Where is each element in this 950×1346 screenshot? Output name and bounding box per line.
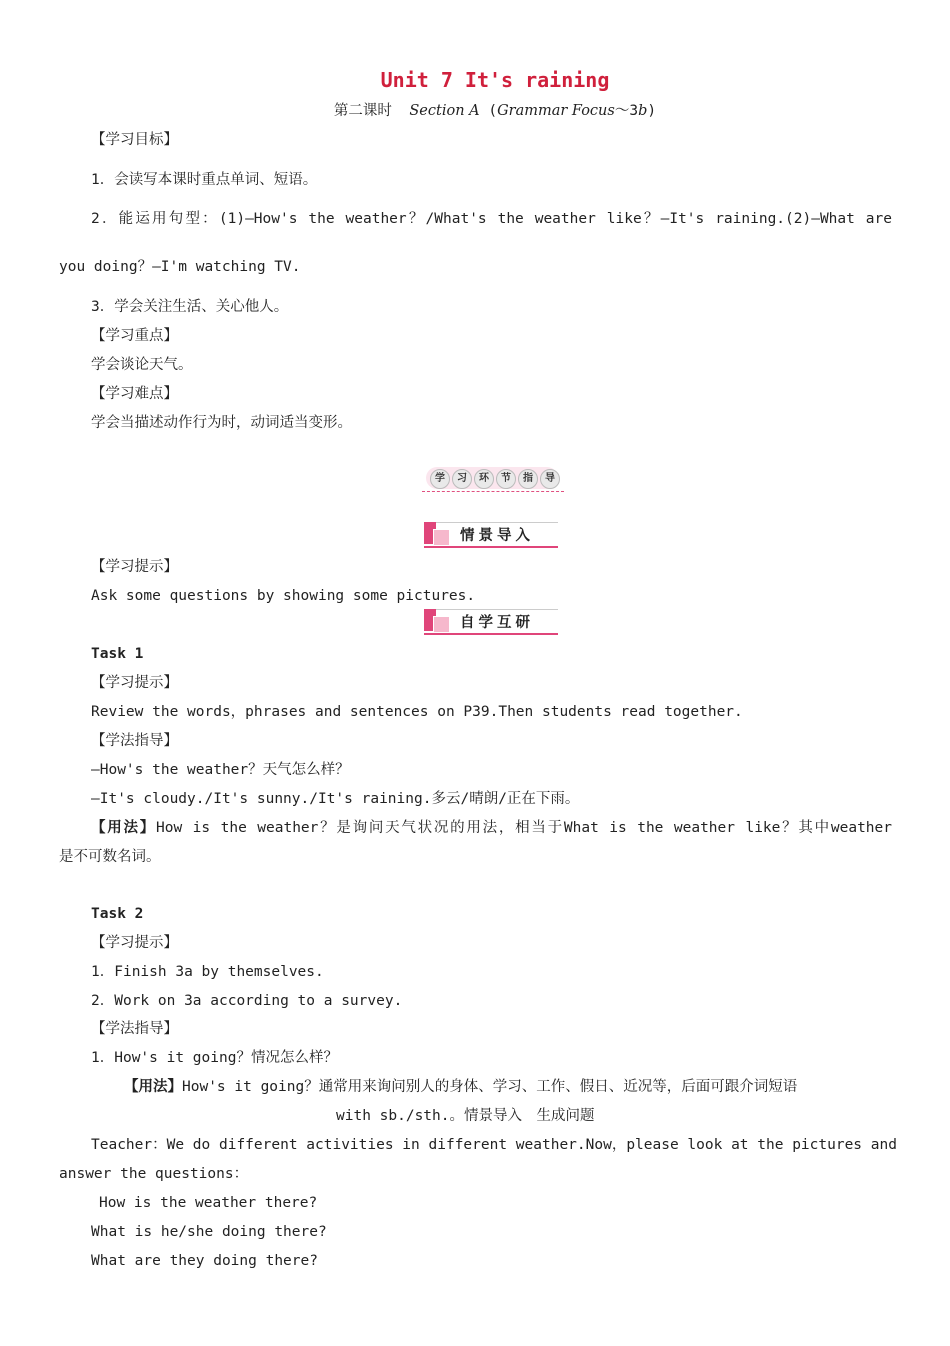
objectives-heading: 【学习目标】 bbox=[91, 132, 178, 148]
question-2: What is he/she doing there? bbox=[91, 1224, 327, 1240]
range-mid: ～3 bbox=[614, 103, 639, 119]
usage-text: How is the weather？是询问天气状况的用法，相当于What is the weather like？其中weather bbox=[156, 820, 892, 836]
banner-dashed-line bbox=[422, 491, 564, 492]
task-1-guide-heading: 【学法指导】 bbox=[91, 733, 178, 749]
teacher-line-2: answer the questions： bbox=[59, 1166, 249, 1182]
task-1-hint-heading: 【学习提示】 bbox=[91, 675, 178, 691]
usage-label: 【用法】 bbox=[124, 1079, 182, 1095]
task-2-title: Task 2 bbox=[91, 906, 144, 922]
usage-label: 【用法】 bbox=[91, 820, 156, 836]
question-3: What are they doing there? bbox=[91, 1253, 318, 1269]
section-header-intro bbox=[424, 522, 558, 548]
objective-item-1: 1．会读写本课时重点单词、短语。 bbox=[91, 172, 318, 188]
intro-hint-text: Ask some questions by showing some pictures. bbox=[91, 588, 476, 604]
question-1: How is the weather there? bbox=[99, 1195, 318, 1211]
task-1-guide-line-1: —How's the weather？天气怎么样？ bbox=[91, 762, 350, 778]
banner-char: 环 bbox=[474, 469, 494, 489]
banner-char: 导 bbox=[540, 469, 560, 489]
difficulties-text: 学会当描述动作行为时，动词适当变形。 bbox=[91, 415, 352, 431]
range-b: b bbox=[638, 103, 648, 119]
usage-text: How's it going？通常用来询问别人的身体、学习、工作、假日、近况等，后面可跟介词短语 bbox=[182, 1079, 798, 1095]
task-2-usage-line-1 bbox=[124, 1077, 797, 1097]
range-open: ( bbox=[488, 103, 498, 119]
task-1-usage-line-2: 是不可数名词。 bbox=[59, 849, 161, 865]
task-1-title: Task 1 bbox=[91, 646, 144, 662]
banner-char: 指 bbox=[518, 469, 538, 489]
task-1-guide-line-2: —It's cloudy./It's sunny./It's raining.多云/晴朗/正在下雨。 bbox=[91, 791, 580, 807]
task-2-guide-1: 1．How's it going？情况怎么样？ bbox=[91, 1050, 338, 1066]
range-close: ) bbox=[647, 103, 657, 119]
section-title: 情景导入 bbox=[460, 528, 534, 544]
task-2-hint-heading: 【学习提示】 bbox=[91, 935, 178, 951]
header-square-light bbox=[433, 529, 450, 546]
section-name: Section A bbox=[409, 103, 480, 119]
section-title: 自学互研 bbox=[460, 615, 534, 631]
header-top-rule bbox=[424, 609, 558, 610]
task-2-hint-2: 2．Work on 3a according to a survey. bbox=[91, 993, 403, 1009]
objective-item-2-line-1: 2．能运用句型：(1)—How's the weather？/What's the weather like？—It's raining.(2)—What are bbox=[91, 211, 892, 227]
task-1-usage-line-1 bbox=[91, 818, 892, 838]
header-top-rule bbox=[424, 522, 558, 523]
banner-char: 习 bbox=[452, 469, 472, 489]
task-2-usage-line-2: with sb./sth.。情景导入 生成问题 bbox=[336, 1108, 595, 1124]
difficulties-heading: 【学习难点】 bbox=[91, 386, 178, 402]
task-2-hint-1: 1．Finish 3a by themselves. bbox=[91, 964, 324, 980]
banner-char: 节 bbox=[496, 469, 516, 489]
header-square-light bbox=[433, 616, 450, 633]
key-points-text: 学会谈论天气。 bbox=[91, 357, 193, 373]
learning-guide-banner bbox=[422, 465, 564, 495]
key-points-heading: 【学习重点】 bbox=[91, 328, 178, 344]
task-1-hint-text: Review the words，phrases and sentences on P39.Then students read together. bbox=[91, 704, 743, 720]
objective-item-3: 3．学会关注生活、关心他人。 bbox=[91, 299, 289, 315]
lesson-subtitle bbox=[0, 101, 950, 121]
page-title: Unit 7 It's raining bbox=[380, 68, 610, 92]
header-underline bbox=[424, 546, 558, 548]
section-header-self-study bbox=[424, 609, 558, 635]
range-text: Grammar Focus bbox=[497, 103, 615, 119]
banner-char: 学 bbox=[430, 469, 450, 489]
teacher-line-1: Teacher：We do different activities in different weather.Now，please look at the pictures and bbox=[91, 1137, 897, 1153]
intro-hint-heading: 【学习提示】 bbox=[91, 559, 178, 575]
lesson-number: 第二课时 bbox=[333, 103, 392, 119]
task-2-guide-heading: 【学法指导】 bbox=[91, 1021, 178, 1037]
header-underline bbox=[424, 633, 558, 635]
objective-item-2-line-2: you doing？—I'm watching TV. bbox=[59, 259, 301, 275]
